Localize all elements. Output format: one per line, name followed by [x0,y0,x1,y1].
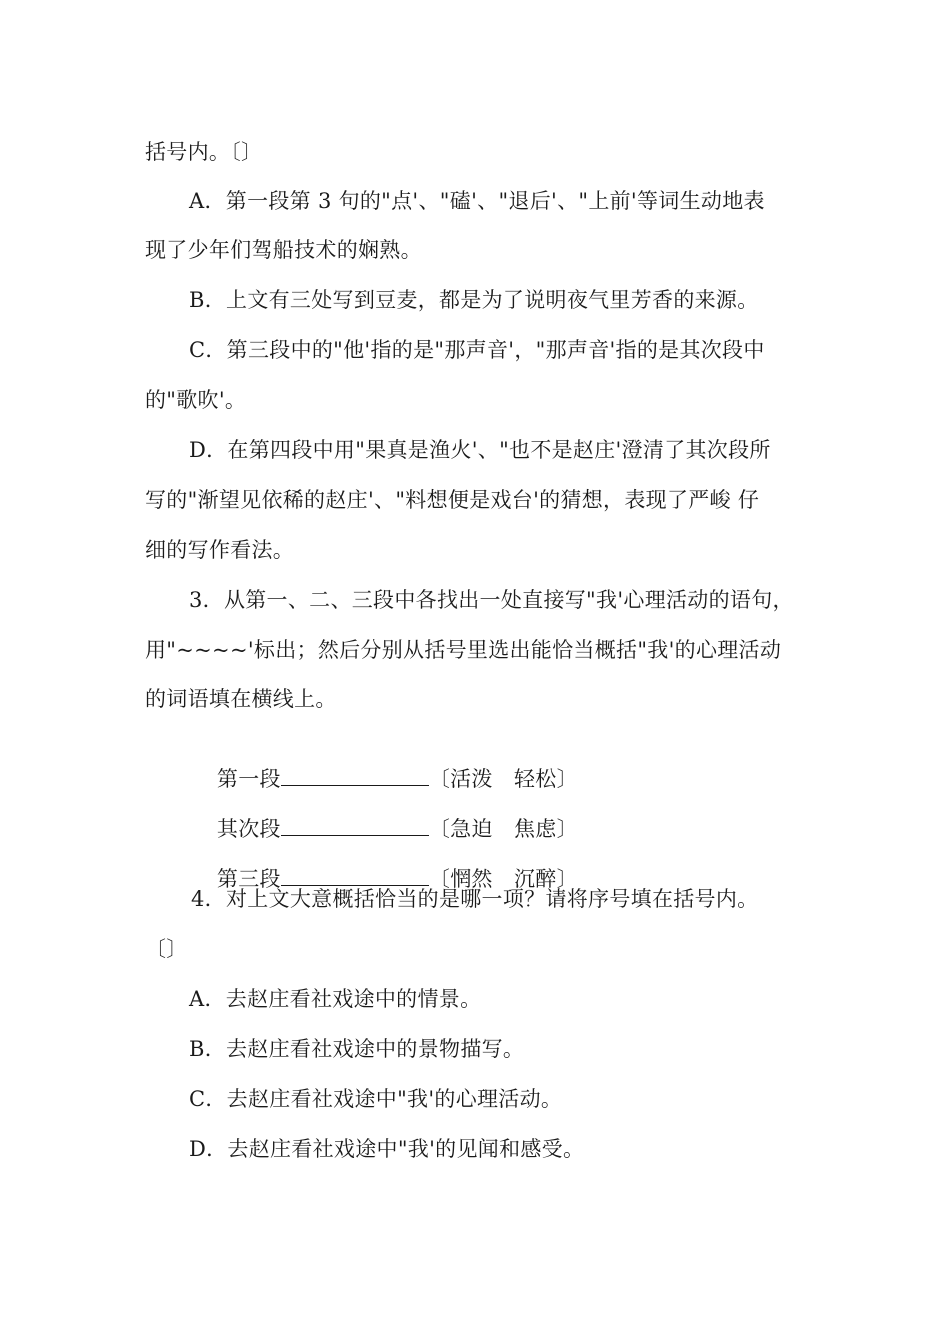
fill-in-blank[interactable] [281,765,429,786]
fill-in-blank[interactable] [281,815,429,836]
word-options: 〔急迫 焦虑〕 [428,817,578,841]
option-2c-line2: 的"歌吹'。 [145,388,247,412]
option-2c-line1: C．第三段中的"他'指的是"那声音'，"那声音'指的是其次段中 [189,338,765,362]
question-3-line1: 3．从第一、二、三段中各找出一处直接写"我'心理活动的语句， [189,588,794,612]
paragraph-label: 第一段 [216,767,281,791]
word-options: 〔活泼 轻松〕 [428,767,578,791]
paragraph-label: 第三段 [216,867,281,891]
option-4b: B．去赵庄看社戏途中的景物描写。 [189,1037,525,1061]
option-2b: B．上文有三处写到豆麦，都是为了说明夜气里芳香的来源。 [189,288,759,312]
option-2a-line1: A．第一段第 3 句的"点'、"磕'、"退后'、"上前'等词生动地表 [189,189,765,213]
word-options: 〔惘然 沉醉〕 [428,867,578,891]
question-4-line1: 4．对上文大意概括恰当的是哪一项？请将序号填在括号内。 [191,887,759,911]
question-2-tail: 括号内。〔〕 [145,140,263,164]
option-2a-line2: 现了少年们驾船技术的娴熟。 [145,238,422,262]
option-4d: D．去赵庄看社戏途中"我'的见闻和感受。 [189,1137,585,1161]
option-2d-line3: 细的写作看法。 [145,538,295,562]
option-2d-line2: 写的"渐望见依稀的赵庄'、"料想便是戏台'的猜想，表现了严峻 仔 [145,488,760,512]
option-2d-line1: D．在第四段中用"果真是渔火'、"也不是赵庄'澄清了其次段所 [189,438,771,462]
paragraph-label: 其次段 [216,817,281,841]
option-4a: A．去赵庄看社戏途中的情景。 [189,987,482,1011]
question-3-line3: 的词语填在横线上。 [145,687,337,711]
question-3-line2: 用"~~~~'标出；然后分别从括号里选出能恰当概括"我'的心理活动 [145,638,782,662]
fill-in-blank[interactable] [281,865,429,886]
question-4-answer-bracket: 〔〕 [145,937,188,961]
option-4c: C．去赵庄看社戏途中"我'的心理活动。 [189,1087,563,1111]
